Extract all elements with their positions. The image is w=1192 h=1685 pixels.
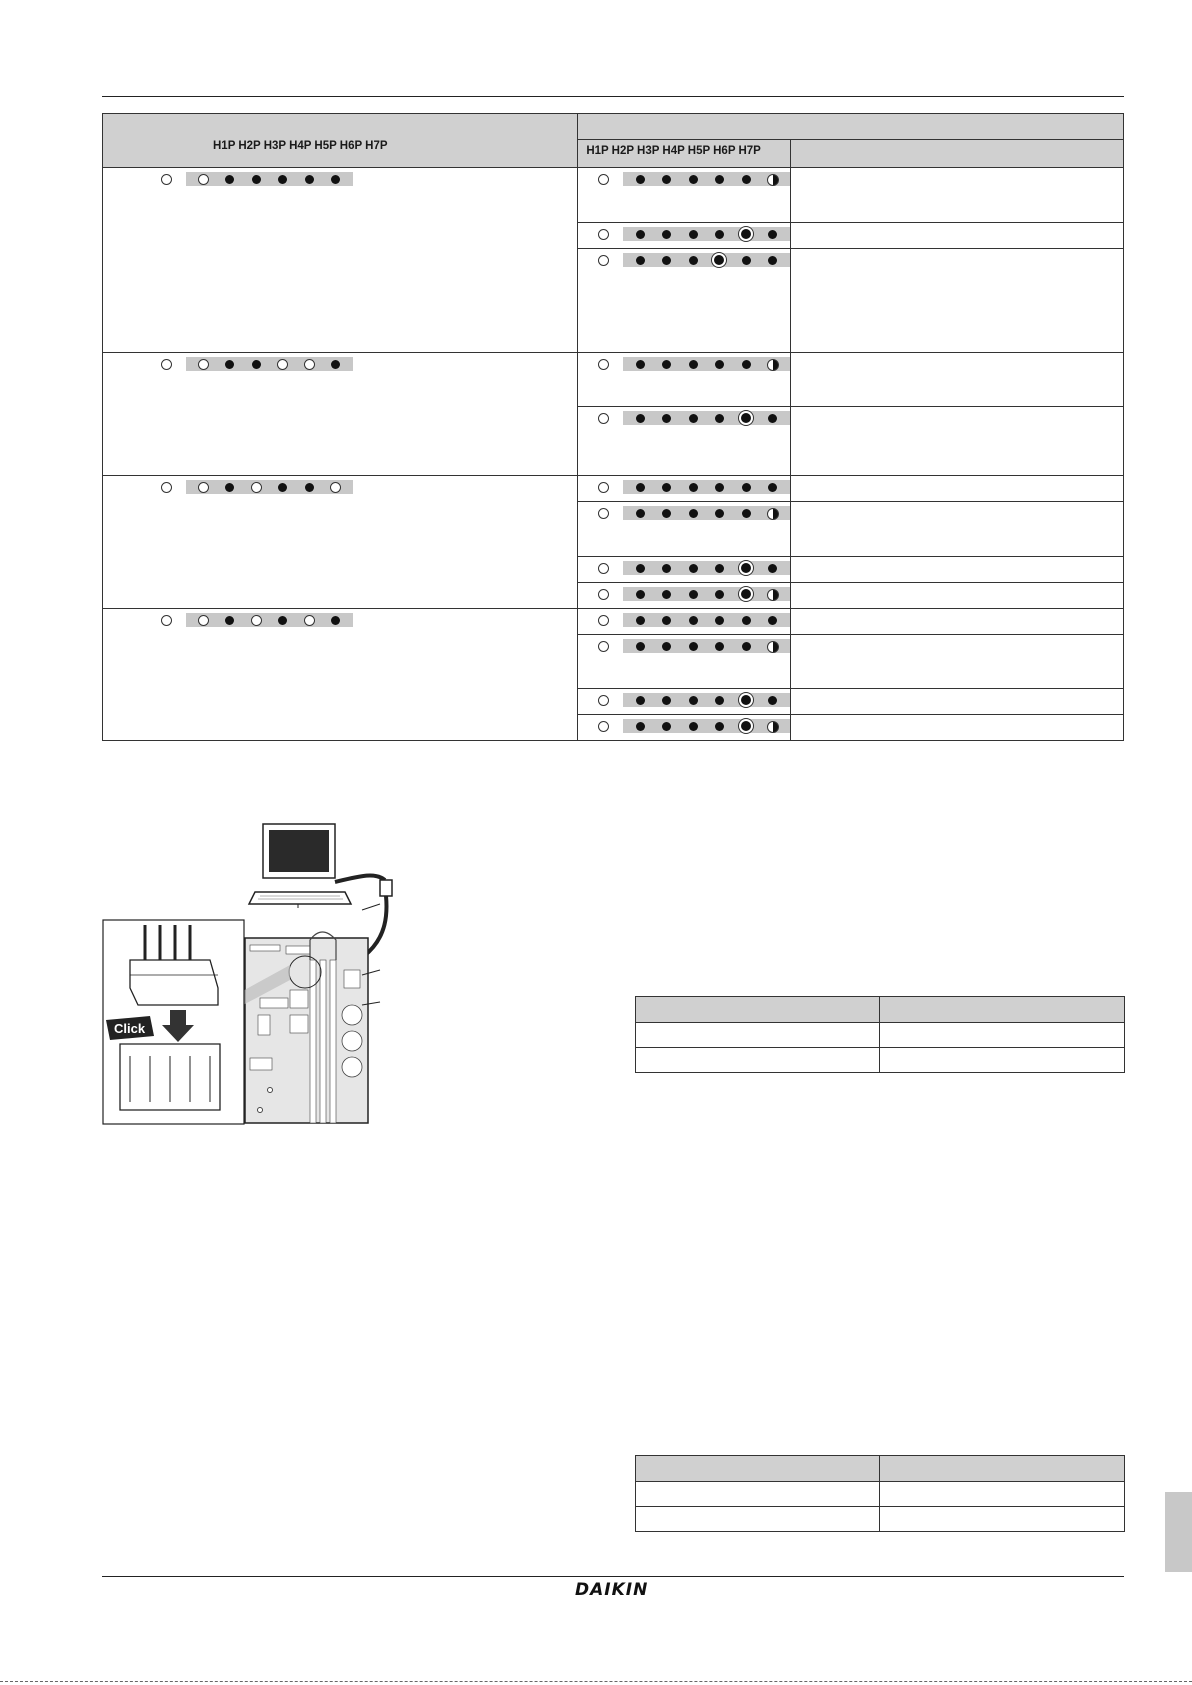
led-highlight-band — [623, 561, 790, 575]
led-highlight-band — [623, 480, 790, 494]
led-on-icon — [759, 613, 786, 627]
led-off-icon — [190, 357, 217, 371]
led-on-icon — [680, 357, 707, 371]
led-off-icon — [153, 480, 180, 494]
led-subheader-labels: H1P H2P H3P H4P H5P H6P H7P — [586, 145, 761, 157]
led-indicator-strip — [590, 506, 790, 520]
led-on-icon — [627, 411, 654, 425]
chapter-side-tab — [1165, 1492, 1192, 1572]
led-half-icon — [759, 357, 786, 371]
led-indicator-strip — [590, 613, 790, 627]
table-row — [103, 168, 1124, 223]
led-blink-icon — [733, 719, 760, 733]
led-on-icon — [733, 506, 760, 520]
connector-inset — [103, 920, 244, 1124]
led-highlight-band — [623, 719, 790, 733]
led-on-icon — [627, 480, 654, 494]
spec-table-1-header-1 — [636, 997, 880, 1023]
table-cell — [880, 1048, 1125, 1073]
led-indicator-strip — [590, 253, 790, 267]
led-on-icon — [269, 480, 296, 494]
led-off-icon — [296, 613, 323, 627]
spec-table-2 — [635, 1455, 1125, 1532]
led-on-icon — [680, 587, 707, 601]
led-highlight-band — [623, 587, 790, 601]
led-off-icon — [153, 172, 180, 186]
led-on-icon — [733, 480, 760, 494]
description-cell — [790, 609, 1123, 635]
led-indicator-strip — [153, 480, 353, 494]
led-off-icon — [590, 693, 617, 707]
led-off-icon — [296, 357, 323, 371]
description-cell — [790, 223, 1123, 249]
led-on-icon — [627, 587, 654, 601]
led-indicator-strip — [153, 357, 353, 371]
click-label: Click — [114, 1021, 146, 1036]
status-condition-cell — [103, 476, 578, 609]
led-on-icon — [706, 587, 733, 601]
spec-table-1 — [635, 996, 1125, 1073]
led-on-icon — [269, 613, 296, 627]
led-on-icon — [653, 719, 680, 733]
led-off-icon — [590, 639, 617, 653]
led-on-icon — [706, 719, 733, 733]
led-on-icon — [706, 561, 733, 575]
status-condition-cell — [103, 609, 578, 741]
led-on-icon — [653, 561, 680, 575]
led-highlight-band — [623, 253, 790, 267]
led-highlight-band — [623, 639, 790, 653]
led-off-icon — [590, 357, 617, 371]
led-off-icon — [590, 253, 617, 267]
table-cell — [880, 1507, 1125, 1532]
led-on-icon — [733, 172, 760, 186]
led-half-icon — [759, 719, 786, 733]
led-on-icon — [216, 480, 243, 494]
led-pattern-cell — [578, 407, 791, 476]
led-pattern-cell — [578, 168, 791, 223]
table-cell — [636, 1507, 880, 1532]
led-on-icon — [706, 693, 733, 707]
led-on-icon — [216, 613, 243, 627]
led-on-icon — [680, 506, 707, 520]
led-off-icon — [590, 561, 617, 575]
table-row — [103, 353, 1124, 407]
led-on-icon — [759, 561, 786, 575]
led-indicator-strip — [590, 587, 790, 601]
led-highlight-band — [623, 172, 790, 186]
description-cell — [790, 502, 1123, 557]
spec-table-1-header-2 — [880, 997, 1125, 1023]
led-pattern-cell — [578, 353, 791, 407]
led-header-labels: H1P H2P H3P H4P H5P H6P H7P — [213, 140, 388, 152]
led-on-icon — [627, 639, 654, 653]
led-on-icon — [322, 172, 349, 186]
led-on-icon — [680, 693, 707, 707]
led-on-icon — [627, 227, 654, 241]
led-pattern-cell — [578, 502, 791, 557]
footer-rule — [102, 1576, 1124, 1577]
led-off-icon — [590, 411, 617, 425]
led-on-icon — [759, 693, 786, 707]
description-cell — [790, 407, 1123, 476]
led-blink-icon — [733, 693, 760, 707]
led-on-icon — [653, 587, 680, 601]
led-highlight-band — [623, 506, 790, 520]
led-off-icon — [153, 613, 180, 627]
led-on-icon — [706, 480, 733, 494]
led-on-icon — [733, 357, 760, 371]
description-cell — [790, 635, 1123, 689]
led-off-icon — [590, 613, 617, 627]
led-blink-icon — [706, 253, 733, 267]
right-header-cell — [578, 114, 1124, 140]
led-off-icon — [590, 587, 617, 601]
led-on-icon — [680, 613, 707, 627]
service-connection-figure — [100, 820, 400, 1130]
led-off-icon — [190, 480, 217, 494]
led-off-icon — [322, 480, 349, 494]
led-pattern-cell — [578, 557, 791, 583]
led-indicator-strip — [590, 561, 790, 575]
led-on-icon — [653, 613, 680, 627]
led-on-icon — [680, 253, 707, 267]
table-cell — [880, 1023, 1125, 1048]
led-highlight-band — [186, 357, 353, 371]
led-half-icon — [759, 172, 786, 186]
led-highlight-band — [623, 693, 790, 707]
led-on-icon — [627, 719, 654, 733]
led-on-icon — [627, 613, 654, 627]
led-half-icon — [759, 506, 786, 520]
led-on-icon — [627, 172, 654, 186]
led-indicator-strip — [590, 227, 790, 241]
spec-table-2-header-2 — [880, 1456, 1125, 1482]
led-on-icon — [627, 253, 654, 267]
led-on-icon — [680, 719, 707, 733]
led-on-icon — [216, 357, 243, 371]
led-indicator-strip — [590, 172, 790, 186]
led-pattern-cell — [578, 476, 791, 502]
led-highlight-band — [186, 480, 353, 494]
led-off-icon — [190, 172, 217, 186]
led-highlight-band — [623, 357, 790, 371]
description-cell — [790, 168, 1123, 223]
led-indicator-strip — [590, 719, 790, 733]
table-cell — [636, 1048, 880, 1073]
led-on-icon — [706, 639, 733, 653]
description-cell — [790, 557, 1123, 583]
led-blink-icon — [733, 587, 760, 601]
led-on-icon — [627, 357, 654, 371]
led-on-icon — [627, 693, 654, 707]
led-off-icon — [243, 613, 270, 627]
led-indicator-strip — [590, 480, 790, 494]
top-rule — [102, 96, 1124, 97]
led-pattern-cell — [578, 609, 791, 635]
led-on-icon — [653, 172, 680, 186]
table-cell — [636, 1023, 880, 1048]
led-on-icon — [653, 480, 680, 494]
status-condition-cell — [103, 353, 578, 476]
led-indicator-strip — [590, 357, 790, 371]
led-pattern-cell — [578, 249, 791, 353]
daikin-logo: DAIKIN — [575, 1580, 649, 1600]
table-row — [103, 609, 1124, 635]
led-pattern-cell — [578, 223, 791, 249]
led-status-table — [102, 113, 1124, 740]
description-cell — [790, 583, 1123, 609]
led-pattern-cell — [578, 635, 791, 689]
led-on-icon — [216, 172, 243, 186]
led-off-icon — [590, 719, 617, 733]
led-on-icon — [680, 480, 707, 494]
led-on-icon — [680, 411, 707, 425]
led-blink-icon — [733, 561, 760, 575]
led-off-icon — [243, 480, 270, 494]
led-on-icon — [706, 506, 733, 520]
status-condition-cell — [103, 168, 578, 353]
led-on-icon — [733, 613, 760, 627]
led-on-icon — [706, 357, 733, 371]
led-off-icon — [153, 357, 180, 371]
led-pattern-cell — [578, 689, 791, 715]
table-cell — [636, 1482, 880, 1507]
table-cell — [880, 1482, 1125, 1507]
led-blink-icon — [733, 227, 760, 241]
led-on-icon — [759, 253, 786, 267]
led-on-icon — [269, 172, 296, 186]
led-on-icon — [706, 613, 733, 627]
led-off-icon — [590, 480, 617, 494]
led-highlight-band — [186, 613, 353, 627]
led-on-icon — [733, 253, 760, 267]
led-pattern-cell — [578, 583, 791, 609]
led-on-icon — [653, 693, 680, 707]
led-off-icon — [269, 357, 296, 371]
led-on-icon — [653, 357, 680, 371]
led-on-icon — [322, 357, 349, 371]
led-on-icon — [759, 227, 786, 241]
led-on-icon — [653, 411, 680, 425]
led-highlight-band — [623, 613, 790, 627]
led-on-icon — [759, 480, 786, 494]
led-on-icon — [627, 561, 654, 575]
table-row — [103, 476, 1124, 502]
led-indicator-strip — [590, 639, 790, 653]
led-on-icon — [733, 639, 760, 653]
laptop-illustration — [249, 824, 351, 908]
led-off-icon — [590, 227, 617, 241]
led-indicator-strip — [153, 172, 353, 186]
led-on-icon — [759, 411, 786, 425]
led-on-icon — [322, 613, 349, 627]
led-on-icon — [706, 172, 733, 186]
led-highlight-band — [186, 172, 353, 186]
led-highlight-band — [623, 227, 790, 241]
led-indicator-strip — [153, 613, 353, 627]
pcb-illustration — [245, 932, 380, 1123]
led-on-icon — [680, 639, 707, 653]
description-cell — [790, 689, 1123, 715]
page-cut-line — [0, 1681, 1192, 1683]
led-on-icon — [296, 480, 323, 494]
led-on-icon — [627, 506, 654, 520]
led-half-icon — [759, 587, 786, 601]
led-on-icon — [680, 172, 707, 186]
led-half-icon — [759, 639, 786, 653]
description-cell — [790, 476, 1123, 502]
led-on-icon — [653, 253, 680, 267]
left-header-cell — [103, 114, 578, 168]
led-on-icon — [653, 506, 680, 520]
led-off-icon — [590, 506, 617, 520]
led-on-icon — [243, 357, 270, 371]
led-on-icon — [706, 227, 733, 241]
right-subheader-led-cell — [578, 140, 791, 168]
led-on-icon — [680, 227, 707, 241]
led-indicator-strip — [590, 693, 790, 707]
led-highlight-band — [623, 411, 790, 425]
right-subheader-desc-cell — [790, 140, 1123, 168]
led-indicator-strip — [590, 411, 790, 425]
led-off-icon — [190, 613, 217, 627]
spec-table-2-header-1 — [636, 1456, 880, 1482]
led-pattern-cell — [578, 715, 791, 741]
description-cell — [790, 715, 1123, 741]
led-off-icon — [590, 172, 617, 186]
led-on-icon — [653, 227, 680, 241]
led-on-icon — [653, 639, 680, 653]
led-blink-icon — [733, 411, 760, 425]
led-on-icon — [296, 172, 323, 186]
description-cell — [790, 249, 1123, 353]
led-on-icon — [680, 561, 707, 575]
led-on-icon — [706, 411, 733, 425]
led-on-icon — [243, 172, 270, 186]
description-cell — [790, 353, 1123, 407]
